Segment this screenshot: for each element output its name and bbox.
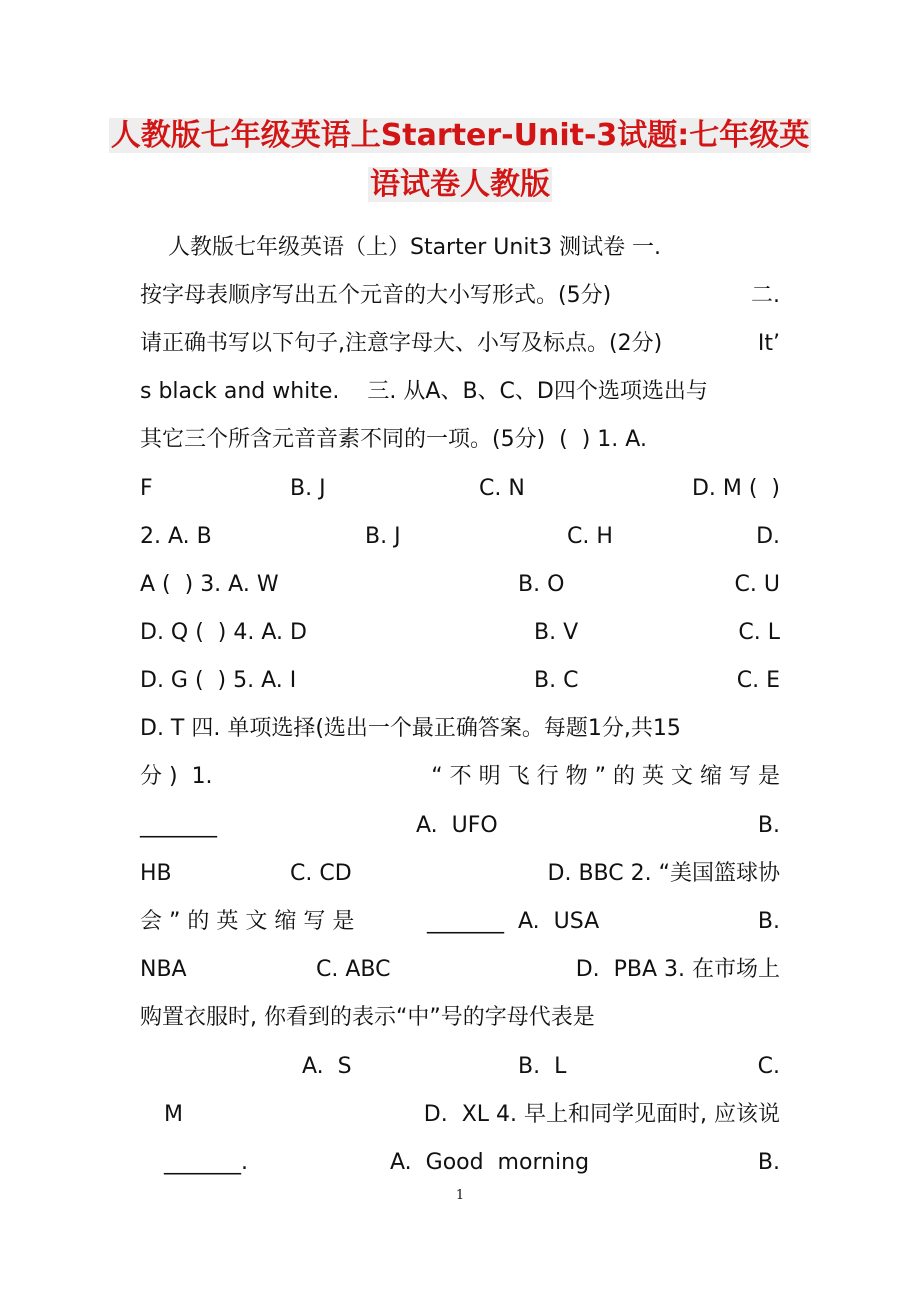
text-segment: M xyxy=(164,1102,183,1127)
title-text-2: 语试卷人教版 xyxy=(370,167,550,202)
answer-blank: _______. xyxy=(164,1150,248,1175)
text-segment: 人教版七年级英语（上）Starter Unit3 测试卷 一. xyxy=(140,235,662,260)
body-line-15 xyxy=(140,904,780,940)
body-line-4 xyxy=(140,374,780,410)
body-line-9 xyxy=(140,615,780,651)
text-segment: B. xyxy=(757,1150,780,1175)
body-line-10 xyxy=(140,663,780,699)
body-line-7 xyxy=(140,519,780,555)
body-line-1 xyxy=(140,230,780,266)
answer-blank: _______ xyxy=(140,813,217,838)
body-line-5 xyxy=(140,422,780,458)
body-line-8 xyxy=(140,567,780,603)
text-segment: A. S xyxy=(302,1054,352,1079)
text-segment: D. XL 4. 早上和同学见面时, 应该说 xyxy=(423,1102,780,1127)
text-segment: D. PBA 3. 在市场上 xyxy=(575,957,780,982)
body-line-11 xyxy=(140,711,780,747)
text-segment: 按字母表顺序写出五个元音的大小写形式。(5分) xyxy=(140,283,612,308)
text-segment: D. xyxy=(756,524,780,549)
text-segment: C. N xyxy=(479,476,525,501)
body-line-17 xyxy=(140,1000,780,1036)
body-line-3 xyxy=(140,326,780,362)
body-line-19 xyxy=(140,1097,780,1133)
text-segment: F xyxy=(140,476,153,501)
text-segment: D. Q ( ) 4. A. D xyxy=(140,620,307,645)
text-segment: D. BBC 2. “美国篮球协 xyxy=(547,861,780,886)
body-line-14 xyxy=(140,856,780,892)
text-segment: A. Good morning xyxy=(390,1150,590,1175)
text-segment: B. V xyxy=(534,620,579,645)
text-segment: A ( ) 3. A. W xyxy=(140,572,279,597)
text-segment: B. O xyxy=(518,572,565,597)
body-line-16 xyxy=(140,952,780,988)
text-segment: s black and white. 三. 从A、B、C、D四个选项选出与 xyxy=(140,379,708,404)
text-segment: C. ABC xyxy=(316,957,391,982)
body-line-2 xyxy=(140,278,780,314)
text-segment: D. G ( ) 5. A. I xyxy=(140,668,297,693)
text-segment: NBA xyxy=(140,957,187,982)
text-segment: 其它三个所含元音音素不同的一项。(5分) ( ) 1. A. xyxy=(140,427,647,452)
document-title-line-2 xyxy=(0,165,920,205)
body-line-18 xyxy=(140,1049,780,1085)
text-segment: B. xyxy=(757,813,780,838)
body-line-20 xyxy=(140,1145,780,1181)
text-segment: B. J xyxy=(365,524,401,549)
text-segment: C. E xyxy=(736,668,780,693)
text-segment: B. J xyxy=(290,476,326,501)
text-segment: C. H xyxy=(567,524,613,549)
body-line-12 xyxy=(140,759,780,795)
text-segment: A. UFO xyxy=(416,813,498,838)
text-segment: B. xyxy=(757,909,780,934)
text-segment: 分 ) 1. xyxy=(140,764,213,789)
text-segment: 会 ” 的 英 文 缩 写 是 xyxy=(140,909,355,934)
text-segment: _______ A. USA xyxy=(427,909,600,934)
text-segment: HB xyxy=(140,861,172,886)
text-segment: C. xyxy=(757,1054,780,1079)
text-segment: C. CD xyxy=(290,861,352,886)
page-number: 1 xyxy=(455,1188,465,1203)
text-segment: 二. xyxy=(751,283,780,308)
text-segment: 购置衣服时, 你看到的表示“中”号的字母代表是 xyxy=(140,1005,595,1030)
text-segment: C. U xyxy=(734,572,780,597)
body-line-13 xyxy=(140,808,780,844)
text-segment: 请正确书写以下句子,注意字母大、小写及标点。(2分) xyxy=(140,331,663,356)
text-segment: It’ xyxy=(757,331,780,356)
text-segment: C. L xyxy=(738,620,780,645)
text-segment: B. C xyxy=(534,668,579,693)
body-line-6 xyxy=(140,471,780,507)
document-title-line-1 xyxy=(0,116,920,156)
text-segment: B. L xyxy=(518,1054,567,1079)
text-segment: D. T 四. 单项选择(选出一个最正确答案。每题1分,共15 xyxy=(140,716,681,741)
title-text-1: 人教版七年级英语上Starter-Unit-3试题:七年级英 xyxy=(110,118,810,153)
text-segment: 2. A. B xyxy=(140,524,212,549)
text-segment: D. M ( ) xyxy=(691,476,780,501)
text-segment: “ 不 明 飞 行 物 ” 的 英 文 缩 写 是 xyxy=(431,764,780,789)
